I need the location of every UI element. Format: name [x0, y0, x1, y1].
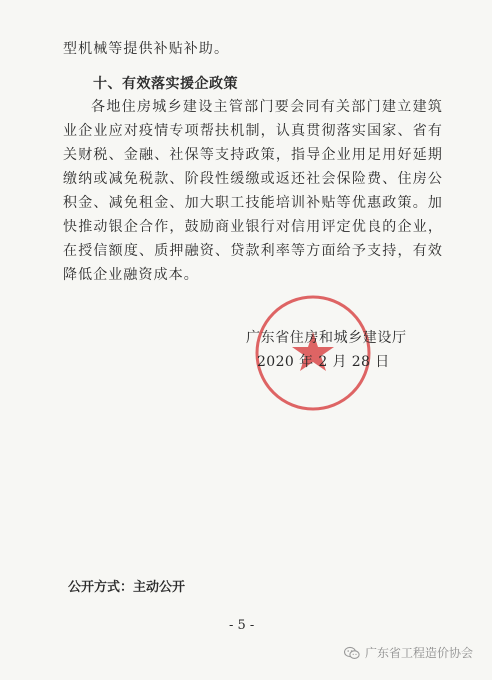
wechat-icon [344, 646, 360, 660]
disclosure-method: 公开方式：主动公开 [68, 580, 186, 595]
top-line: 型机械等提供补贴补助。 [63, 41, 230, 57]
signer: 广东省住房和城乡建设厅 [246, 330, 407, 346]
section-heading: 十、有效落实援企政策 [93, 76, 238, 92]
page-number: - 5 - [229, 618, 255, 633]
watermark-text: 广东省工程造价协会 [365, 646, 474, 660]
body-paragraph: 各地住房城乡建设主管部门要会同有关部门建立建筑业企业应对疫情专项帮扶机制，认真贯彻落实国家、省有关财税、金融、社保等支持政策，指导企业用足用好延期缴纳或减免税款、阶段性缓缴或返还社会保险费、住房公积金、减免租金、加大职工技能培训补贴等优惠政策。加快推动银企合作，鼓励商业银行对信用评定优良的企业，在授信额度、质押融资、贷款利率等方面给予支持，有效降低企业融资成本。 [63, 99, 443, 283]
document-date: 2020 年 2 月 28 日 [257, 354, 390, 370]
watermark [344, 644, 473, 661]
